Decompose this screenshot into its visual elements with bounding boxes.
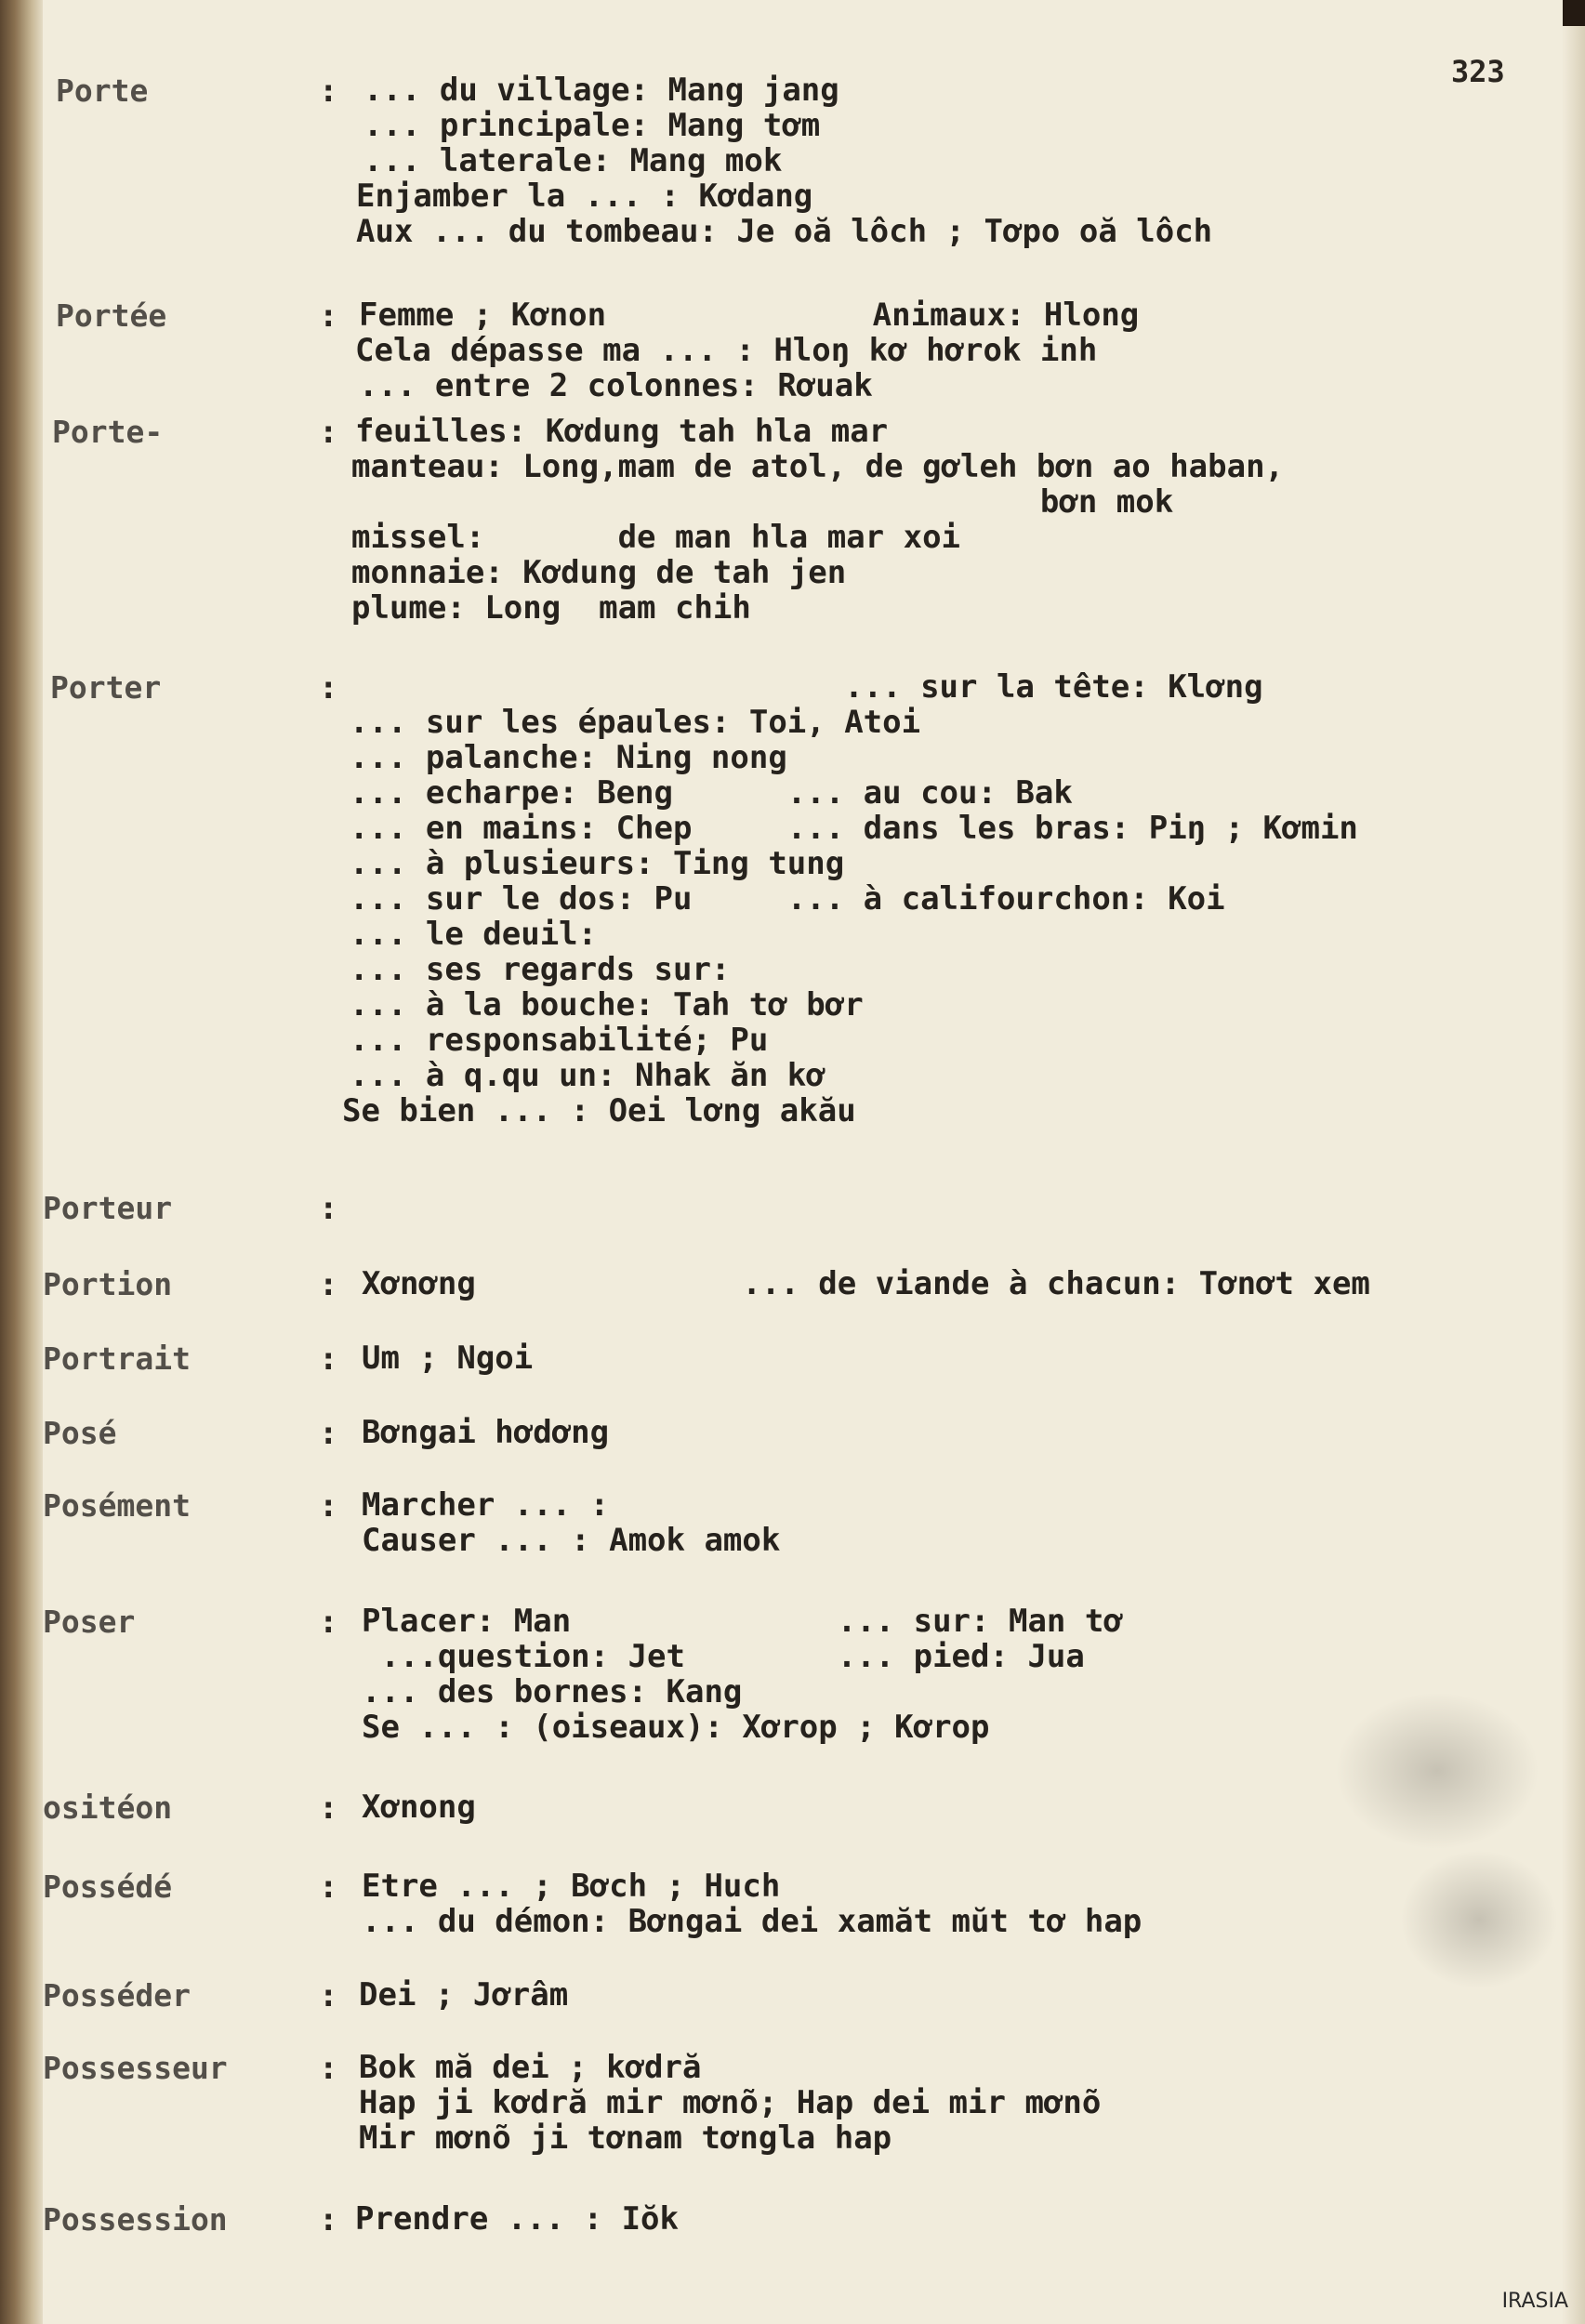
- entry-definition-line: Hap ji kơdră mir mơnõ; Hap dei mir mơnõ: [359, 2084, 1102, 2121]
- entry-definition-line: ... echarpe: Beng ... au cou: Bak: [350, 774, 1073, 812]
- entry-definition-line: Se ... : (oiseaux): Xơrop ; Kơrop: [362, 1709, 990, 1746]
- entry-definition-line: bơn mok: [355, 483, 1174, 521]
- entry-definition-line: Um ; Ngoi: [362, 1340, 534, 1377]
- entry-separator: :: [319, 73, 338, 110]
- entry-headword: Posément: [43, 1487, 191, 1524]
- entry-definition-line: Se bien ... : Oei lơng akău: [342, 1092, 856, 1129]
- entry-headword: Poser: [43, 1604, 136, 1640]
- entry-definition-line: ... du village: Mang jang: [363, 72, 839, 109]
- entry-definition-line: Prendre ... : Iŏk: [355, 2200, 679, 2238]
- entry-headword: Portrait: [43, 1340, 191, 1377]
- entry-separator: :: [319, 297, 338, 335]
- entry-separator: :: [319, 1340, 338, 1378]
- page-edge: [1565, 26, 1585, 2324]
- entry-definition-line: feuilles: Kơdung tah hla mar: [355, 413, 889, 450]
- entry-definition-line: ... sur la tête: Klơng: [350, 668, 1263, 706]
- entry-definition-line: ... sur les épaules: Toi, Atoi: [350, 704, 921, 741]
- entry-definition-line: ... palanche: Ning nong: [350, 739, 787, 776]
- entry-definition-line: manteau: Long,mam de atol, de gơleh bơn ao haban,: [351, 448, 1285, 485]
- entry-separator: :: [319, 1977, 338, 2014]
- entry-headword: Posséder: [43, 1977, 191, 2014]
- entry-headword: Porte: [56, 73, 149, 109]
- entry-separator: :: [319, 1190, 338, 1227]
- entry-definition-line: Enjamber la ... : Kơdang: [356, 178, 813, 215]
- entry-separator: :: [319, 1487, 338, 1525]
- entry-separator: :: [319, 1604, 338, 1641]
- entry-definition-line: Xơnong: [362, 1789, 476, 1826]
- entry-definition-line: Mir mơnõ ji tơnam tơngla hap: [359, 2119, 892, 2157]
- entry-headword: Portion: [43, 1266, 173, 1302]
- entry-definition-line: ... en mains: Chep ... dans les bras: Piŋ ; Kơmin: [350, 810, 1358, 847]
- entry-separator: :: [319, 669, 338, 706]
- entry-definition-line: missel: de man hla mar xoi: [351, 519, 961, 556]
- entry-definition-line: Femme ; Kơnon Animaux: Hlong: [359, 297, 1140, 334]
- entry-definition-line: Cela dépasse ma ... : Hloŋ kơ hơrok inh: [355, 332, 1098, 369]
- entry-definition-line: ... principale: Mang tơm: [363, 107, 821, 144]
- entry-headword: Possédé: [43, 1868, 173, 1905]
- entry-definition-line: Causer ... : Amok amok: [362, 1522, 781, 1559]
- entry-definition-line: ... sur le dos: Pu ... à califourchon: Koi: [350, 880, 1225, 918]
- entry-definition-line: ...question: Jet ... pied: Jua: [362, 1638, 1085, 1675]
- entry-headword: Porter: [50, 669, 162, 706]
- entry-definition-line: ... entre 2 colonnes: Rơuak: [359, 367, 873, 404]
- entry-definition-line: ... responsabilité; Pu: [350, 1022, 769, 1059]
- entry-headword: Possesseur: [43, 2050, 228, 2086]
- entry-separator: :: [319, 1868, 338, 1906]
- smudge: [1400, 1850, 1558, 1989]
- entry-separator: :: [319, 1266, 338, 1303]
- entry-headword: Posé: [43, 1415, 117, 1451]
- entry-definition-line: Etre ... ; Bơch ; Huch: [362, 1868, 781, 1905]
- entry-separator: :: [319, 414, 338, 451]
- entry-definition-line: ... laterale: Mang mok: [363, 142, 783, 179]
- entry-definition-line: Marcher ... :: [362, 1486, 610, 1524]
- watermark: IRASIA: [1501, 2290, 1568, 2313]
- entry-separator: :: [319, 1789, 338, 1827]
- entry-definition-line: ... à plusieurs: Ting tung: [350, 845, 845, 882]
- entry-definition-line: Bơngai hơdơng: [362, 1414, 610, 1451]
- entry-definition-line: monnaie: Kơdung de tah jen: [351, 554, 847, 591]
- entry-headword: ositéon: [43, 1789, 173, 1826]
- entry-headword: Portée: [56, 297, 167, 334]
- entry-definition-line: ... du démon: Bơngai dei xamăt mŭt tơ hap: [362, 1903, 1143, 1940]
- entry-headword: Porteur: [43, 1190, 173, 1226]
- entry-definition-line: Placer: Man ... sur: Man tơ: [362, 1603, 1123, 1640]
- entry-definition-line: Aux ... du tombeau: Je oă lôch ; Tơpo oă lôch: [356, 213, 1213, 250]
- entry-definition-line: ... le deuil:: [350, 916, 598, 953]
- entry-definition-line: plume: Long mam chih: [351, 589, 751, 627]
- entry-separator: :: [319, 2201, 338, 2238]
- entry-definition-line: ... à q.qu un: Nhak ăn kơ: [350, 1057, 826, 1094]
- entry-headword: Possession: [43, 2201, 228, 2238]
- entry-definition-line: ... ses regards sur:: [350, 951, 731, 988]
- entry-definition-line: ... des bornes: Kang: [362, 1673, 743, 1710]
- dictionary-page: [43, 0, 1563, 2324]
- entry-definition-line: Dei ; Jơrâm: [359, 1976, 569, 2014]
- entry-headword: Porte-: [52, 414, 164, 450]
- entry-definition-line: Bok mă dei ; kơdră: [359, 2049, 702, 2086]
- page-number: 323: [1451, 54, 1505, 89]
- entry-definition-line: ... à la bouche: Tah tơ bơr: [350, 986, 864, 1023]
- smudge: [1335, 1692, 1539, 1850]
- entry-separator: :: [319, 2050, 338, 2087]
- book-binding: [0, 0, 43, 2324]
- entry-separator: :: [319, 1415, 338, 1452]
- entry-definition-line: Xơnơng ... de viande à chacun: Tơnơt xem: [362, 1265, 1370, 1302]
